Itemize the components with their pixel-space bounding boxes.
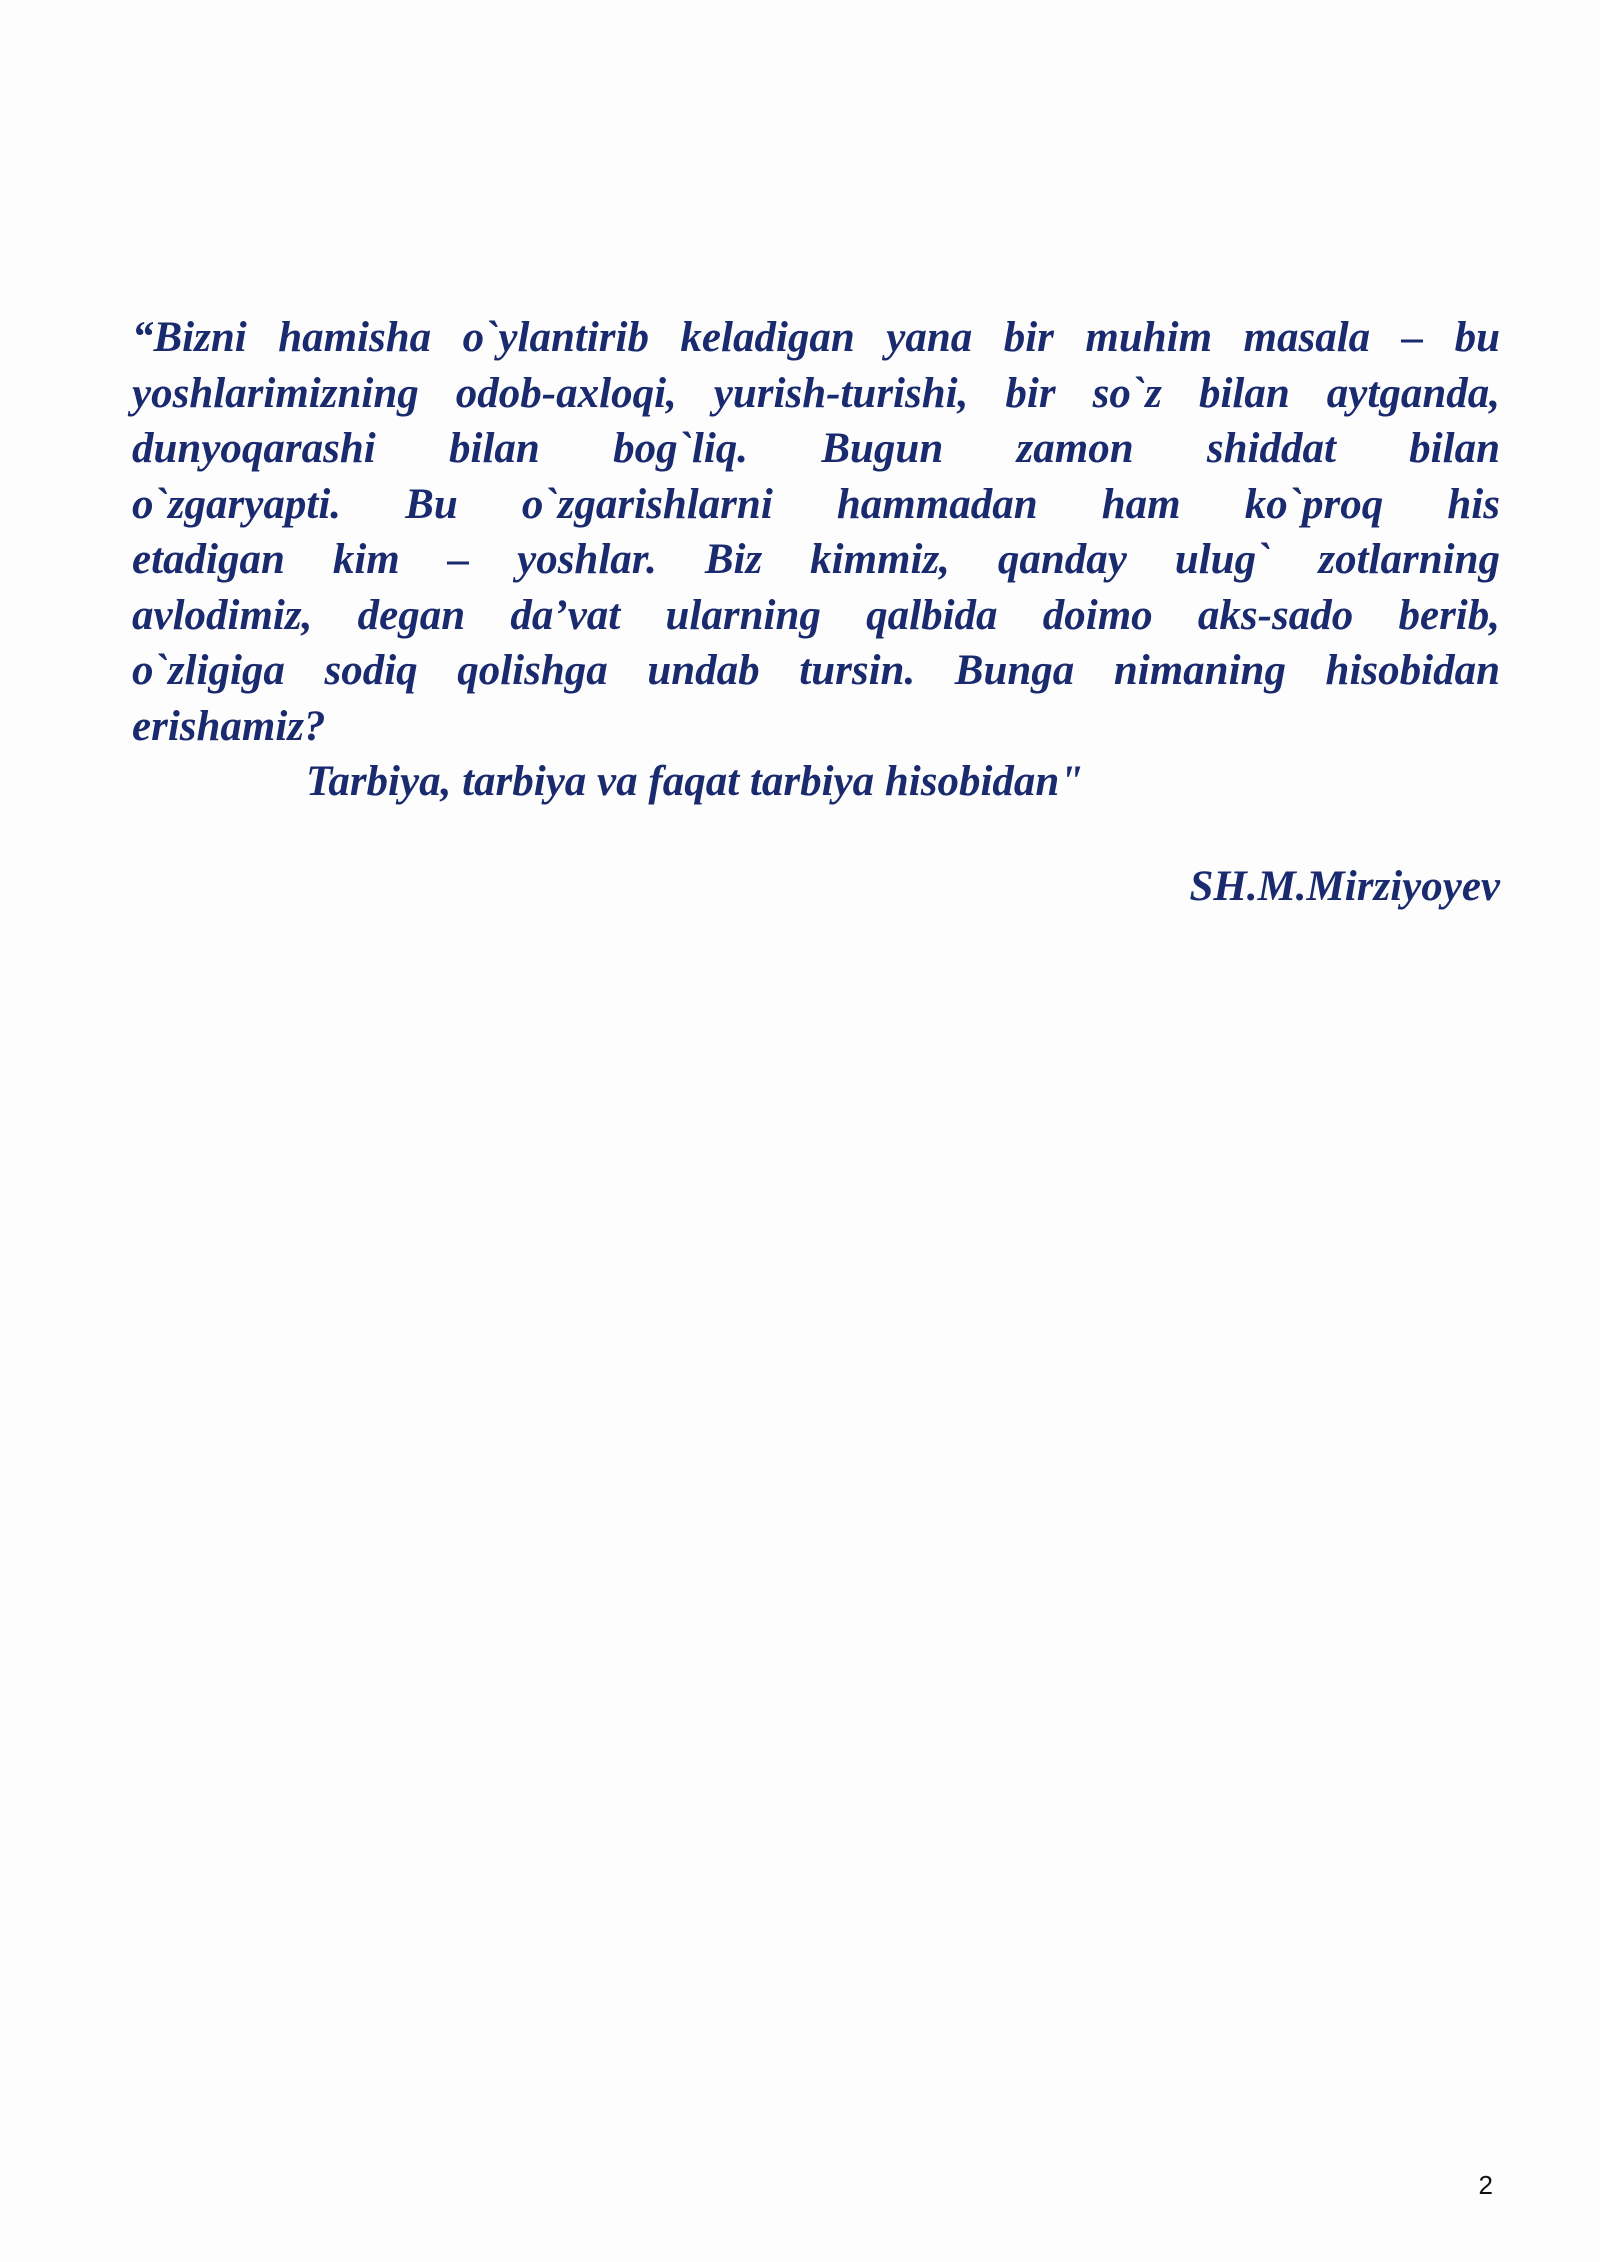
quote-author: SH.M.Mirziyoyev bbox=[1189, 863, 1500, 910]
quote-line-2: yoshlarimizning odob-axloqi, yurish-turishi, bir so`z bilan aytganda, bbox=[132, 369, 1500, 417]
quote-line-3: dunyoqarashi bilan bog`liq. Bugun zamon shiddat bilan bbox=[132, 425, 1500, 472]
quote-line-4: o`zgaryapti. Bu o`zgarishlarni hammadan ham ko`proq his bbox=[132, 480, 1500, 528]
quote-line-7: o`zligiga sodiq qolishga undab tursin. Bunga nimaning hisobidan bbox=[132, 647, 1500, 694]
page-number: 2 bbox=[1478, 2170, 1493, 2200]
quote-line-1: “Bizni hamisha o`ylantirib keladigan yana bir muhim masala – bu bbox=[132, 314, 1500, 361]
quote-closing-line: Tarbiya, tarbiya va faqat tarbiya hisobidan" bbox=[306, 758, 1084, 805]
quote-line-5: etadigan kim – yoshlar. Biz kimmiz, qanday ulug` zotlarning bbox=[132, 536, 1500, 583]
quote-block bbox=[132, 310, 1500, 810]
quote-line-8: erishamiz? bbox=[132, 702, 326, 750]
quote-line-6: avlodimiz, degan da’vat ularning qalbida doimo aks-sado berib, bbox=[132, 591, 1500, 639]
